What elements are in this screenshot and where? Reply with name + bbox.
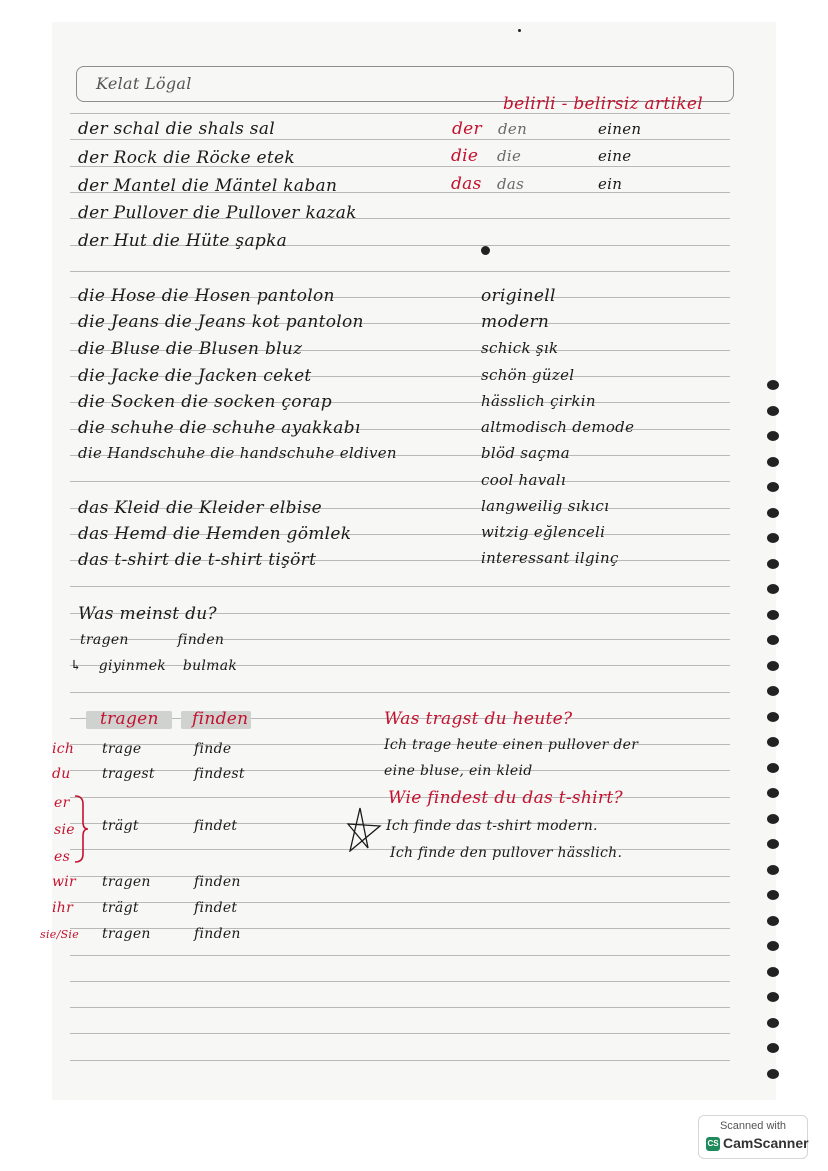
article-accusative: die xyxy=(497,147,522,165)
list-item: originell xyxy=(481,286,556,306)
conj-tragen: trage xyxy=(102,741,142,757)
binding-ring xyxy=(767,1018,779,1028)
list-item: der Mantel die Mäntel kaban xyxy=(78,176,338,196)
binding-ring xyxy=(767,1043,779,1053)
list-item: die schuhe die schuhe ayakkabı xyxy=(78,418,361,438)
pronoun-es: es xyxy=(54,849,71,865)
pronoun-er: er xyxy=(54,795,70,811)
binding-ring xyxy=(767,788,779,798)
list-item: witzig eğlenceli xyxy=(481,523,606,541)
conj-tragen: tragen xyxy=(102,874,151,890)
ruled-line xyxy=(70,876,730,877)
list-item: die Handschuhe die handschuhe eldiven xyxy=(78,444,397,462)
list-item: hässlich çirkin xyxy=(481,392,596,410)
ruled-line xyxy=(70,902,730,903)
ruled-line xyxy=(70,1060,730,1061)
conj-tragen: tragest xyxy=(102,766,155,782)
binding-ring xyxy=(767,737,779,747)
binding-ring xyxy=(767,610,779,620)
pronoun: wir xyxy=(52,874,77,890)
example-question-1: Was tragst du heute? xyxy=(384,709,573,729)
question-heading: Was meinst du? xyxy=(78,604,217,624)
binding-ring xyxy=(767,431,779,441)
list-item: langweilig sıkıcı xyxy=(481,497,610,515)
article-definite: das xyxy=(451,174,482,194)
list-item: die Socken die socken çorap xyxy=(78,392,332,412)
binding-ring xyxy=(767,814,779,824)
pronoun: du xyxy=(52,766,71,782)
example-answer-1b: eine bluse, ein kleid xyxy=(384,763,533,779)
binding-ring xyxy=(767,380,779,390)
list-item: das Hemd die Hemden gömlek xyxy=(78,524,352,544)
pronoun: ihr xyxy=(52,900,74,916)
scanner-label: Scanned with xyxy=(719,1120,787,1132)
binding-ring xyxy=(767,457,779,467)
article-indefinite: eine xyxy=(598,147,632,165)
list-item: interessant ilginç xyxy=(481,549,619,567)
list-item: das Kleid die Kleider elbise xyxy=(78,498,322,518)
list-item: cool havalı xyxy=(481,471,566,489)
binding-ring xyxy=(767,763,779,773)
list-item: altmodisch demode xyxy=(481,418,635,436)
ruled-line xyxy=(70,981,730,982)
binding-ring xyxy=(767,890,779,900)
list-item: der Rock die Röcke etek xyxy=(78,148,295,168)
binding-ring xyxy=(767,559,779,569)
spiral-binding xyxy=(763,380,781,1100)
conj-finden: findet xyxy=(194,900,238,916)
ruled-line xyxy=(70,692,730,693)
camscanner-logo-icon: CS xyxy=(706,1137,720,1151)
ruled-line xyxy=(70,928,730,929)
conj-finden: finden xyxy=(194,874,241,890)
binding-ring xyxy=(767,482,779,492)
conj-finden: findest xyxy=(194,766,245,782)
ruled-line xyxy=(70,1007,730,1008)
list-item: die Hose die Hosen pantolon xyxy=(78,286,335,306)
ruled-line xyxy=(70,586,730,587)
list-item: schön güzel xyxy=(481,366,575,384)
binding-ring xyxy=(767,584,779,594)
conj-tragen: tragen xyxy=(102,926,151,942)
list-item: der schal die shals sal xyxy=(78,119,275,139)
article-indefinite: ein xyxy=(598,175,623,193)
binding-ring xyxy=(767,941,779,951)
ink-dot xyxy=(481,246,490,255)
list-item: blöd saçma xyxy=(481,444,571,462)
binding-ring xyxy=(767,508,779,518)
binding-ring xyxy=(767,635,779,645)
article-heading: belirli - belirsiz artikel xyxy=(503,94,703,114)
list-item: der Hut die Hüte şapka xyxy=(78,231,288,251)
list-item: der Pullover die Pullover kazak xyxy=(78,203,357,223)
article-indefinite: einen xyxy=(598,120,642,138)
binding-ring xyxy=(767,686,779,696)
verbs-translation: ↳ giyinmek bulmak xyxy=(70,658,238,674)
scanner-watermark xyxy=(698,1115,808,1159)
binding-ring xyxy=(767,533,779,543)
verbs-line: tragen finden xyxy=(80,632,225,648)
article-definite: der xyxy=(452,119,482,139)
article-accusative: den xyxy=(498,120,528,138)
binding-ring xyxy=(767,661,779,671)
list-item: die Jacke die Jacken ceket xyxy=(78,366,312,386)
binding-ring xyxy=(767,967,779,977)
binding-ring xyxy=(767,712,779,722)
scanner-brand: CamScanner xyxy=(723,1135,809,1151)
header-title: Kelat Lögal xyxy=(96,74,192,93)
ruled-line xyxy=(70,955,730,956)
example-answer-2b: Ich finde den pullover hässlich. xyxy=(390,845,623,861)
conj-finden: finde xyxy=(194,741,232,757)
article-accusative: das xyxy=(497,175,525,193)
pronoun-sie: sie xyxy=(54,822,75,838)
conj-tragen: trägt xyxy=(102,900,139,916)
binding-ring xyxy=(767,916,779,926)
binding-ring xyxy=(767,1069,779,1079)
conj-header-finden: finden xyxy=(192,709,249,729)
binding-ring xyxy=(767,865,779,875)
ruled-line xyxy=(70,481,730,482)
conj-tragen: trägt xyxy=(102,818,139,834)
binding-ring xyxy=(767,406,779,416)
star-icon xyxy=(346,806,382,852)
pronoun: ich xyxy=(52,741,75,757)
list-item: schick şık xyxy=(481,339,559,357)
conj-finden: findet xyxy=(194,818,238,834)
binding-ring xyxy=(767,839,779,849)
ruled-line xyxy=(70,271,730,272)
ruled-line xyxy=(70,139,730,140)
conj-header-tragen: tragen xyxy=(100,709,159,729)
brace-icon xyxy=(73,794,89,864)
binding-ring xyxy=(767,992,779,1002)
pronoun: sie/Sie xyxy=(40,928,80,941)
example-answer-2a: Ich finde das t-shirt modern. xyxy=(386,818,598,834)
example-question-2: Wie findest du das t-shirt? xyxy=(388,788,623,808)
list-item: das t-shirt die t-shirt tişört xyxy=(78,550,317,570)
ink-dot xyxy=(518,29,521,32)
example-answer-1a: Ich trage heute einen pullover der xyxy=(384,737,639,753)
conj-finden: finden xyxy=(194,926,241,942)
list-item: die Jeans die Jeans kot pantolon xyxy=(78,312,364,332)
list-item: modern xyxy=(481,312,550,332)
article-definite: die xyxy=(451,146,479,166)
ruled-line xyxy=(70,1033,730,1034)
list-item: die Bluse die Blusen bluz xyxy=(78,339,303,359)
